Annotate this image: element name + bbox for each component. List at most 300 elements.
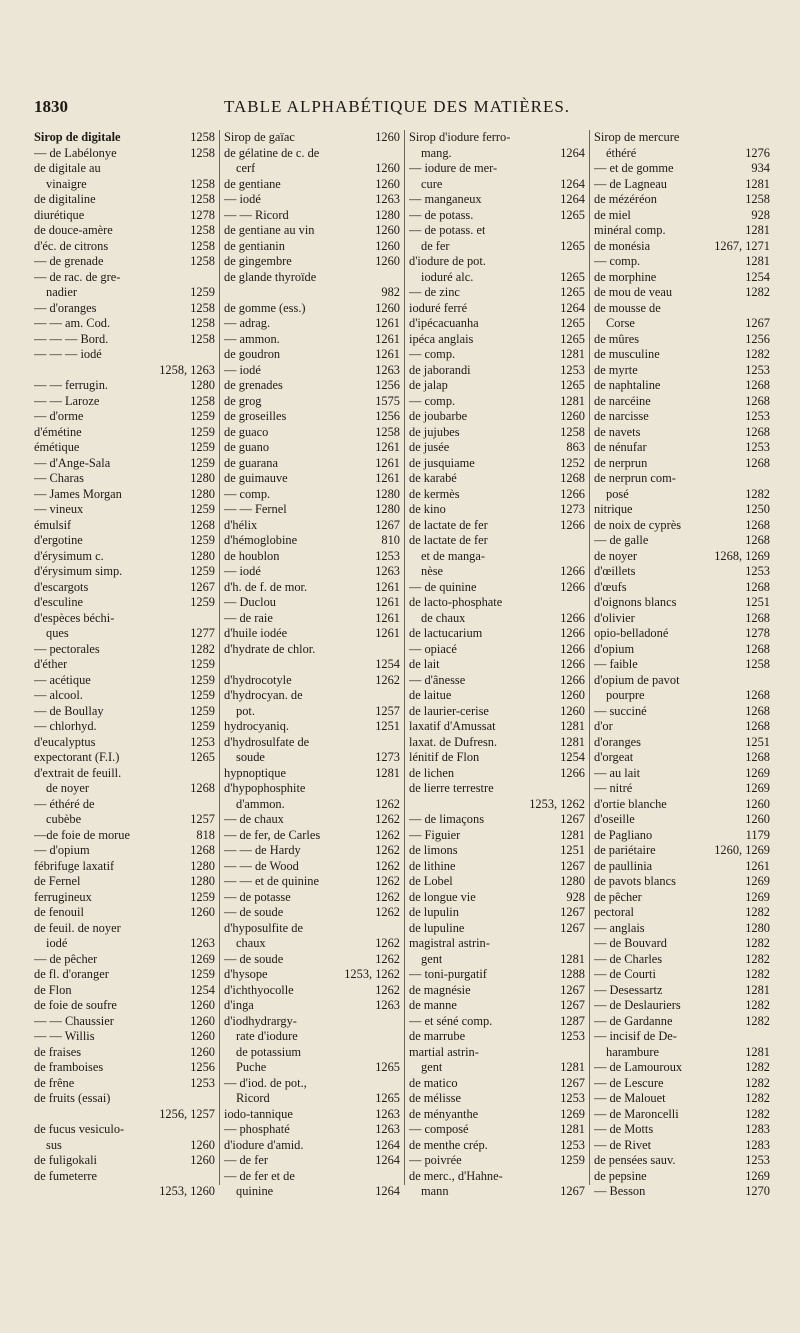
entry-page-ref	[767, 301, 770, 317]
entry-term: —de foie de morue	[34, 827, 130, 842]
entry-page-ref	[212, 1169, 215, 1185]
entry-page-ref	[397, 146, 400, 162]
entry-term: — d'ânesse	[409, 672, 466, 687]
entry-term: de guano	[224, 440, 270, 454]
entry-term: — iodé	[224, 564, 261, 578]
entry-page-ref: 1253	[745, 1153, 770, 1167]
entry-term: de navets	[594, 424, 641, 439]
entry-term: d'hémoglobine	[224, 533, 298, 547]
entry-page-ref: 1265	[375, 1060, 400, 1074]
index-entry	[224, 828, 400, 844]
entry-term: — incisif de De-	[594, 1029, 677, 1043]
entry-page-ref: 1259	[190, 672, 215, 687]
entry-page-ref: 1253	[745, 409, 770, 423]
entry-term: de manne	[409, 998, 457, 1012]
entry-page-ref	[397, 270, 400, 286]
entry-term: — de Lamouroux	[594, 1060, 683, 1074]
index-entry	[34, 657, 215, 673]
index-entry	[409, 688, 585, 704]
entry-page-ref: 1267	[745, 316, 770, 330]
index-entry	[409, 316, 585, 332]
entry-term: d'œillets	[594, 564, 636, 578]
entry-page-ref: 810	[381, 533, 400, 547]
entry-page-ref: 1265	[560, 331, 585, 346]
index-entry	[34, 1076, 215, 1092]
index-entry	[224, 518, 400, 534]
index-entry	[34, 347, 215, 363]
index-entry	[594, 471, 770, 487]
entry-term: de lait	[409, 657, 440, 671]
entry-term: d'h. de f. de mor.	[224, 579, 308, 594]
entry-page-ref: 1259	[190, 533, 215, 547]
entry-term: de Flon	[34, 982, 72, 997]
index-entry	[34, 1014, 215, 1030]
entry-term: mann	[421, 1184, 449, 1198]
entry-page-ref: 1268	[745, 579, 770, 594]
index-entry	[594, 1060, 770, 1076]
entry-term: de chaux	[421, 610, 466, 625]
entry-page-ref: 1257	[375, 703, 400, 718]
index-entry	[409, 394, 585, 410]
index-entry	[409, 859, 585, 875]
index-entry	[34, 642, 215, 658]
entry-term: opio-belladoné	[594, 626, 669, 640]
index-entry	[409, 921, 585, 937]
index-entry	[224, 626, 400, 642]
entry-page-ref	[397, 1076, 400, 1092]
entry-page-ref: 1253	[745, 564, 770, 578]
index-entry	[409, 223, 585, 239]
entry-page-ref: 1258	[560, 424, 585, 439]
entry-term: ioduré alc.	[421, 269, 474, 284]
index-entry	[224, 657, 400, 673]
entry-term: d'esculine	[34, 595, 84, 609]
entry-page-ref: 1259	[560, 1153, 585, 1167]
index-entry	[409, 378, 585, 394]
index-entry	[224, 750, 400, 766]
entry-term: de fer	[421, 238, 450, 253]
index-entry	[224, 921, 400, 937]
entry-page-ref: 1261	[375, 316, 400, 330]
entry-term: de Pagliano	[594, 827, 653, 842]
entry-page-ref: 1268	[560, 471, 585, 485]
entry-page-ref: 1261	[375, 455, 400, 470]
index-entry	[594, 905, 770, 921]
entry-term: — d'Ange-Sala	[34, 455, 111, 470]
entry-page-ref: 1259	[190, 703, 215, 718]
index-entry	[409, 1014, 585, 1030]
entry-page-ref: 1268	[745, 424, 770, 439]
entry-term: d'éc. de citrons	[34, 238, 109, 253]
entry-term: — phosphaté	[224, 1122, 290, 1136]
index-entry	[409, 440, 585, 456]
entry-term: Sirop de gaïac	[224, 130, 295, 144]
entry-page-ref: 1266	[560, 517, 585, 532]
entry-term: de ményanthe	[409, 1106, 479, 1121]
entry-term: d'hélix	[224, 517, 258, 532]
entry-page-ref: 1282	[745, 1106, 770, 1121]
entry-page-ref: 1267	[560, 858, 585, 873]
index-entry	[594, 533, 770, 549]
entry-page-ref: 928	[566, 889, 585, 904]
entry-term: d'ipécacuanha	[409, 316, 479, 330]
index-entry	[34, 890, 215, 906]
index-entry	[34, 859, 215, 875]
entry-term: de digitale au	[34, 161, 101, 175]
entry-page-ref: 1254	[375, 657, 400, 671]
entry-term: — comp.	[409, 393, 456, 408]
entry-term: de potassium	[236, 1044, 302, 1059]
index-entry	[224, 239, 400, 255]
entry-page-ref: 1261	[375, 626, 400, 640]
entry-term: nitrique	[594, 502, 633, 516]
index-entry	[594, 161, 770, 177]
entry-term: de Lobel	[409, 874, 453, 888]
index-entry	[594, 967, 770, 983]
entry-page-ref: 1250	[745, 502, 770, 516]
index-entry	[409, 146, 585, 162]
index-entry	[409, 719, 585, 735]
entry-term: — alcool.	[34, 688, 83, 702]
index-entry	[409, 998, 585, 1014]
entry-term: ques	[46, 626, 69, 640]
entry-page-ref: 1265	[560, 269, 585, 284]
index-entry	[594, 1045, 770, 1061]
entry-term: lénitif de Flon	[409, 750, 480, 764]
index-entry	[34, 487, 215, 503]
index-entry	[594, 595, 770, 611]
index-entry	[594, 192, 770, 208]
index-entry	[594, 797, 770, 813]
index-entry	[594, 177, 770, 193]
entry-page-ref: 1265	[560, 285, 585, 299]
index-entry	[409, 347, 585, 363]
entry-term: de lacto-phosphate	[409, 595, 503, 609]
entry-page-ref: 1266	[560, 626, 585, 640]
entry-term: rate d'iodure	[236, 1029, 298, 1043]
entry-page-ref	[212, 766, 215, 782]
entry-term: d'ichthyocolle	[224, 982, 294, 997]
index-entry	[34, 1169, 215, 1185]
entry-term: d'escargots	[34, 579, 89, 594]
entry-term: de jaborandi	[409, 362, 471, 377]
entry-page-ref: 1266	[560, 579, 585, 594]
entry-page-ref: 1256, 1257	[159, 1106, 215, 1121]
entry-page-ref: 1280	[190, 548, 215, 563]
entry-term: — de rac. de gre-	[34, 269, 121, 284]
index-entry	[224, 502, 400, 518]
entry-page-ref: 1267	[375, 517, 400, 532]
index-entry	[224, 1029, 400, 1045]
entry-page-ref: 1263	[375, 1106, 400, 1121]
entry-page-ref: 1575	[375, 393, 400, 408]
index-entry	[224, 595, 400, 611]
index-entry	[34, 952, 215, 968]
entry-term: — de potass.	[409, 207, 474, 222]
index-entry	[34, 564, 215, 580]
entry-term: de nerprun com-	[594, 471, 676, 485]
entry-page-ref: 1260	[560, 703, 585, 718]
index-entry	[594, 673, 770, 689]
entry-page-ref: 1283	[745, 1122, 770, 1136]
index-entry	[594, 1153, 770, 1169]
entry-term: d'œufs	[594, 579, 627, 594]
entry-term: — Desessartz	[594, 982, 663, 997]
entry-page-ref	[212, 797, 215, 813]
index-entry	[594, 440, 770, 456]
index-entry	[409, 1138, 585, 1154]
entry-page-ref: 1262	[375, 951, 400, 966]
index-entry	[594, 254, 770, 270]
index-entry	[224, 394, 400, 410]
entry-page-ref: 1283	[745, 1137, 770, 1152]
entry-term: de lactucarium	[409, 626, 483, 640]
entry-term: de lupuline	[409, 920, 465, 935]
entry-term: de jusée	[409, 440, 450, 454]
index-entry	[34, 394, 215, 410]
entry-term: d'iodhydrargy-	[224, 1013, 297, 1028]
entry-term: de mézéréon	[594, 192, 657, 206]
index-entry	[34, 254, 215, 270]
index-entry	[594, 549, 770, 565]
entry-page-ref: 1253	[190, 1075, 215, 1090]
index-entry	[409, 502, 585, 518]
entry-term: de noyer	[46, 781, 90, 795]
index-entry	[594, 1138, 770, 1154]
entry-page-ref: 1256	[190, 1060, 215, 1074]
entry-page-ref: 1269	[745, 765, 770, 780]
index-entry	[409, 487, 585, 503]
index-entry	[594, 890, 770, 906]
entry-page-ref: 1281	[745, 223, 770, 237]
index-entry	[409, 611, 585, 627]
index-entry	[594, 936, 770, 952]
entry-page-ref: 1268	[745, 393, 770, 408]
entry-page-ref: 1281	[375, 765, 400, 780]
entry-term: d'espèces béchi-	[34, 610, 115, 625]
entry-page-ref: 1259	[190, 502, 215, 516]
entry-page-ref: 1265	[560, 207, 585, 222]
entry-page-ref: 1278	[190, 207, 215, 222]
index-entry	[594, 316, 770, 332]
entry-page-ref: 1253	[375, 548, 400, 563]
index-entry	[594, 223, 770, 239]
entry-page-ref: 1262	[375, 858, 400, 873]
entry-page-ref: 1267	[560, 998, 585, 1012]
index-entry	[34, 750, 215, 766]
entry-page-ref: 1263	[375, 362, 400, 377]
entry-page-ref: 1267	[190, 579, 215, 594]
index-column-4	[589, 130, 774, 1198]
entry-term: de longue vie	[409, 889, 476, 904]
entry-page-ref: 1282	[745, 967, 770, 981]
entry-page-ref: 1281	[560, 393, 585, 408]
entry-page-ref: 1263	[375, 564, 400, 578]
index-entry	[409, 254, 585, 270]
index-entry	[34, 967, 215, 983]
index-entry	[34, 192, 215, 208]
index-entry	[594, 564, 770, 580]
entry-term: d'éther	[34, 657, 68, 671]
entry-term: de magnésie	[409, 982, 471, 997]
entry-term: — de raie	[224, 610, 273, 625]
index-entry	[34, 580, 215, 596]
entry-term: gent	[421, 951, 443, 966]
entry-page-ref: 1258	[190, 331, 215, 346]
entry-term: de gomme (ess.)	[224, 300, 306, 315]
index-entry	[224, 673, 400, 689]
entry-page-ref: 1264	[560, 192, 585, 206]
entry-page-ref	[767, 673, 770, 689]
entry-page-ref: 1270	[745, 1184, 770, 1198]
entry-term: vinaigre	[46, 176, 87, 191]
index-entry	[224, 270, 400, 286]
entry-term: Corse	[606, 316, 635, 330]
entry-term: de musculine	[594, 347, 660, 361]
index-entry	[224, 192, 400, 208]
entry-term: Puche	[236, 1060, 267, 1074]
entry-page-ref: 1268	[745, 455, 770, 470]
index-entry	[409, 843, 585, 859]
entry-term: Ricord	[236, 1091, 270, 1105]
entry-page-ref: 1280	[560, 874, 585, 888]
index-entry	[409, 967, 585, 983]
entry-page-ref: 1260	[560, 688, 585, 702]
entry-term: — de soude	[224, 951, 284, 966]
entry-term: — de Courti	[594, 967, 656, 981]
index-entry	[224, 254, 400, 270]
entry-page-ref	[582, 781, 585, 797]
entry-page-ref: 1264	[375, 1153, 400, 1167]
entry-page-ref: 1251	[560, 843, 585, 857]
entry-term: martial astrin-	[409, 1044, 479, 1059]
index-entry	[594, 874, 770, 890]
index-entry	[34, 409, 215, 425]
entry-page-ref: 1281	[560, 719, 585, 733]
index-entry	[34, 1029, 215, 1045]
entry-term: de grenades	[224, 378, 283, 392]
index-entry	[409, 890, 585, 906]
entry-page-ref: 1253, 1260	[159, 1184, 215, 1198]
entry-page-ref: 1260, 1269	[714, 843, 770, 857]
index-entry	[224, 1153, 400, 1169]
index-entry	[224, 378, 400, 394]
entry-term: d'extrait de feuill.	[34, 765, 122, 780]
index-entry	[34, 502, 215, 518]
entry-page-ref: 1258	[190, 223, 215, 237]
entry-page-ref: 1261	[375, 347, 400, 361]
index-entry	[224, 471, 400, 487]
index-entry	[34, 874, 215, 890]
entry-page-ref: 1280	[190, 874, 215, 888]
entry-term: — Besson	[594, 1184, 646, 1198]
index-entry	[224, 347, 400, 363]
entry-term: — James Morgan	[34, 486, 122, 501]
index-entry	[594, 781, 770, 797]
entry-page-ref: 1259	[190, 424, 215, 439]
entry-term: de pepsine	[594, 1168, 647, 1183]
entry-term: émulsif	[34, 517, 72, 532]
entry-term: hypnoptique	[224, 765, 286, 780]
entry-term: de feuil. de noyer	[34, 920, 121, 935]
entry-page-ref: 1281	[745, 176, 770, 191]
index-entry	[594, 952, 770, 968]
index-entry	[224, 952, 400, 968]
index-entry	[409, 642, 585, 658]
entry-page-ref: 1266	[560, 641, 585, 656]
index-entry	[34, 456, 215, 472]
entry-term: — et de gomme	[594, 161, 674, 175]
index-entry	[409, 285, 585, 301]
entry-term: — de chaux	[224, 812, 284, 826]
entry-term: de jusquiame	[409, 455, 475, 470]
entry-page-ref: 1266	[560, 564, 585, 578]
index-entry	[34, 998, 215, 1014]
entry-term: de pêcher	[594, 889, 642, 904]
index-entry	[224, 580, 400, 596]
index-entry	[224, 177, 400, 193]
index-entry	[34, 533, 215, 549]
entry-page-ref: 1264	[560, 145, 585, 160]
index-entry	[409, 1169, 585, 1185]
entry-page-ref: 934	[751, 161, 770, 175]
entry-page-ref: 1281	[560, 1122, 585, 1136]
index-entry	[34, 518, 215, 534]
index-entry	[594, 1107, 770, 1123]
index-entry	[34, 1060, 215, 1076]
index-entry	[224, 859, 400, 875]
index-entry	[224, 487, 400, 503]
index-entry	[594, 812, 770, 828]
entry-page-ref	[582, 533, 585, 549]
entry-page-ref: 1260	[375, 223, 400, 237]
entry-term: — adrag.	[224, 316, 271, 330]
entry-term: de frêne	[34, 1075, 75, 1090]
entry-page-ref: 1263	[375, 1122, 400, 1136]
entry-page-ref: 1282	[745, 486, 770, 501]
index-entry	[409, 1153, 585, 1169]
entry-page-ref: 1266	[560, 765, 585, 780]
entry-page-ref: 1260	[375, 176, 400, 191]
entry-term: — — de Hardy	[224, 843, 301, 857]
index-entry	[34, 766, 215, 782]
entry-term: de laurier-cerise	[409, 703, 489, 718]
entry-page-ref: 1262	[375, 874, 400, 888]
entry-page-ref: 1262	[375, 843, 400, 857]
entry-term: sus	[46, 1137, 62, 1152]
entry-term: d'opium	[594, 641, 635, 656]
index-entry	[34, 905, 215, 921]
index-column-1	[34, 130, 219, 1198]
entry-page-ref: 1253	[745, 362, 770, 377]
entry-page-ref: 1268	[745, 703, 770, 718]
entry-page-ref: 1256	[375, 378, 400, 392]
entry-term: mang.	[421, 145, 452, 160]
entry-page-ref	[397, 1014, 400, 1030]
entry-term: émétique	[34, 440, 80, 454]
entry-page-ref: 1261	[375, 440, 400, 454]
entry-term: de lupulin	[409, 905, 459, 919]
entry-page-ref	[212, 347, 215, 363]
entry-term: d'érysimum c.	[34, 548, 104, 563]
entry-page-ref: 1260	[190, 998, 215, 1012]
entry-page-ref: 1253	[560, 1137, 585, 1152]
entry-page-ref: 1261	[375, 471, 400, 485]
entry-page-ref: 1262	[375, 936, 400, 950]
index-entry	[594, 332, 770, 348]
entry-term: de fumeterre	[34, 1168, 97, 1183]
index-entry	[409, 270, 585, 286]
